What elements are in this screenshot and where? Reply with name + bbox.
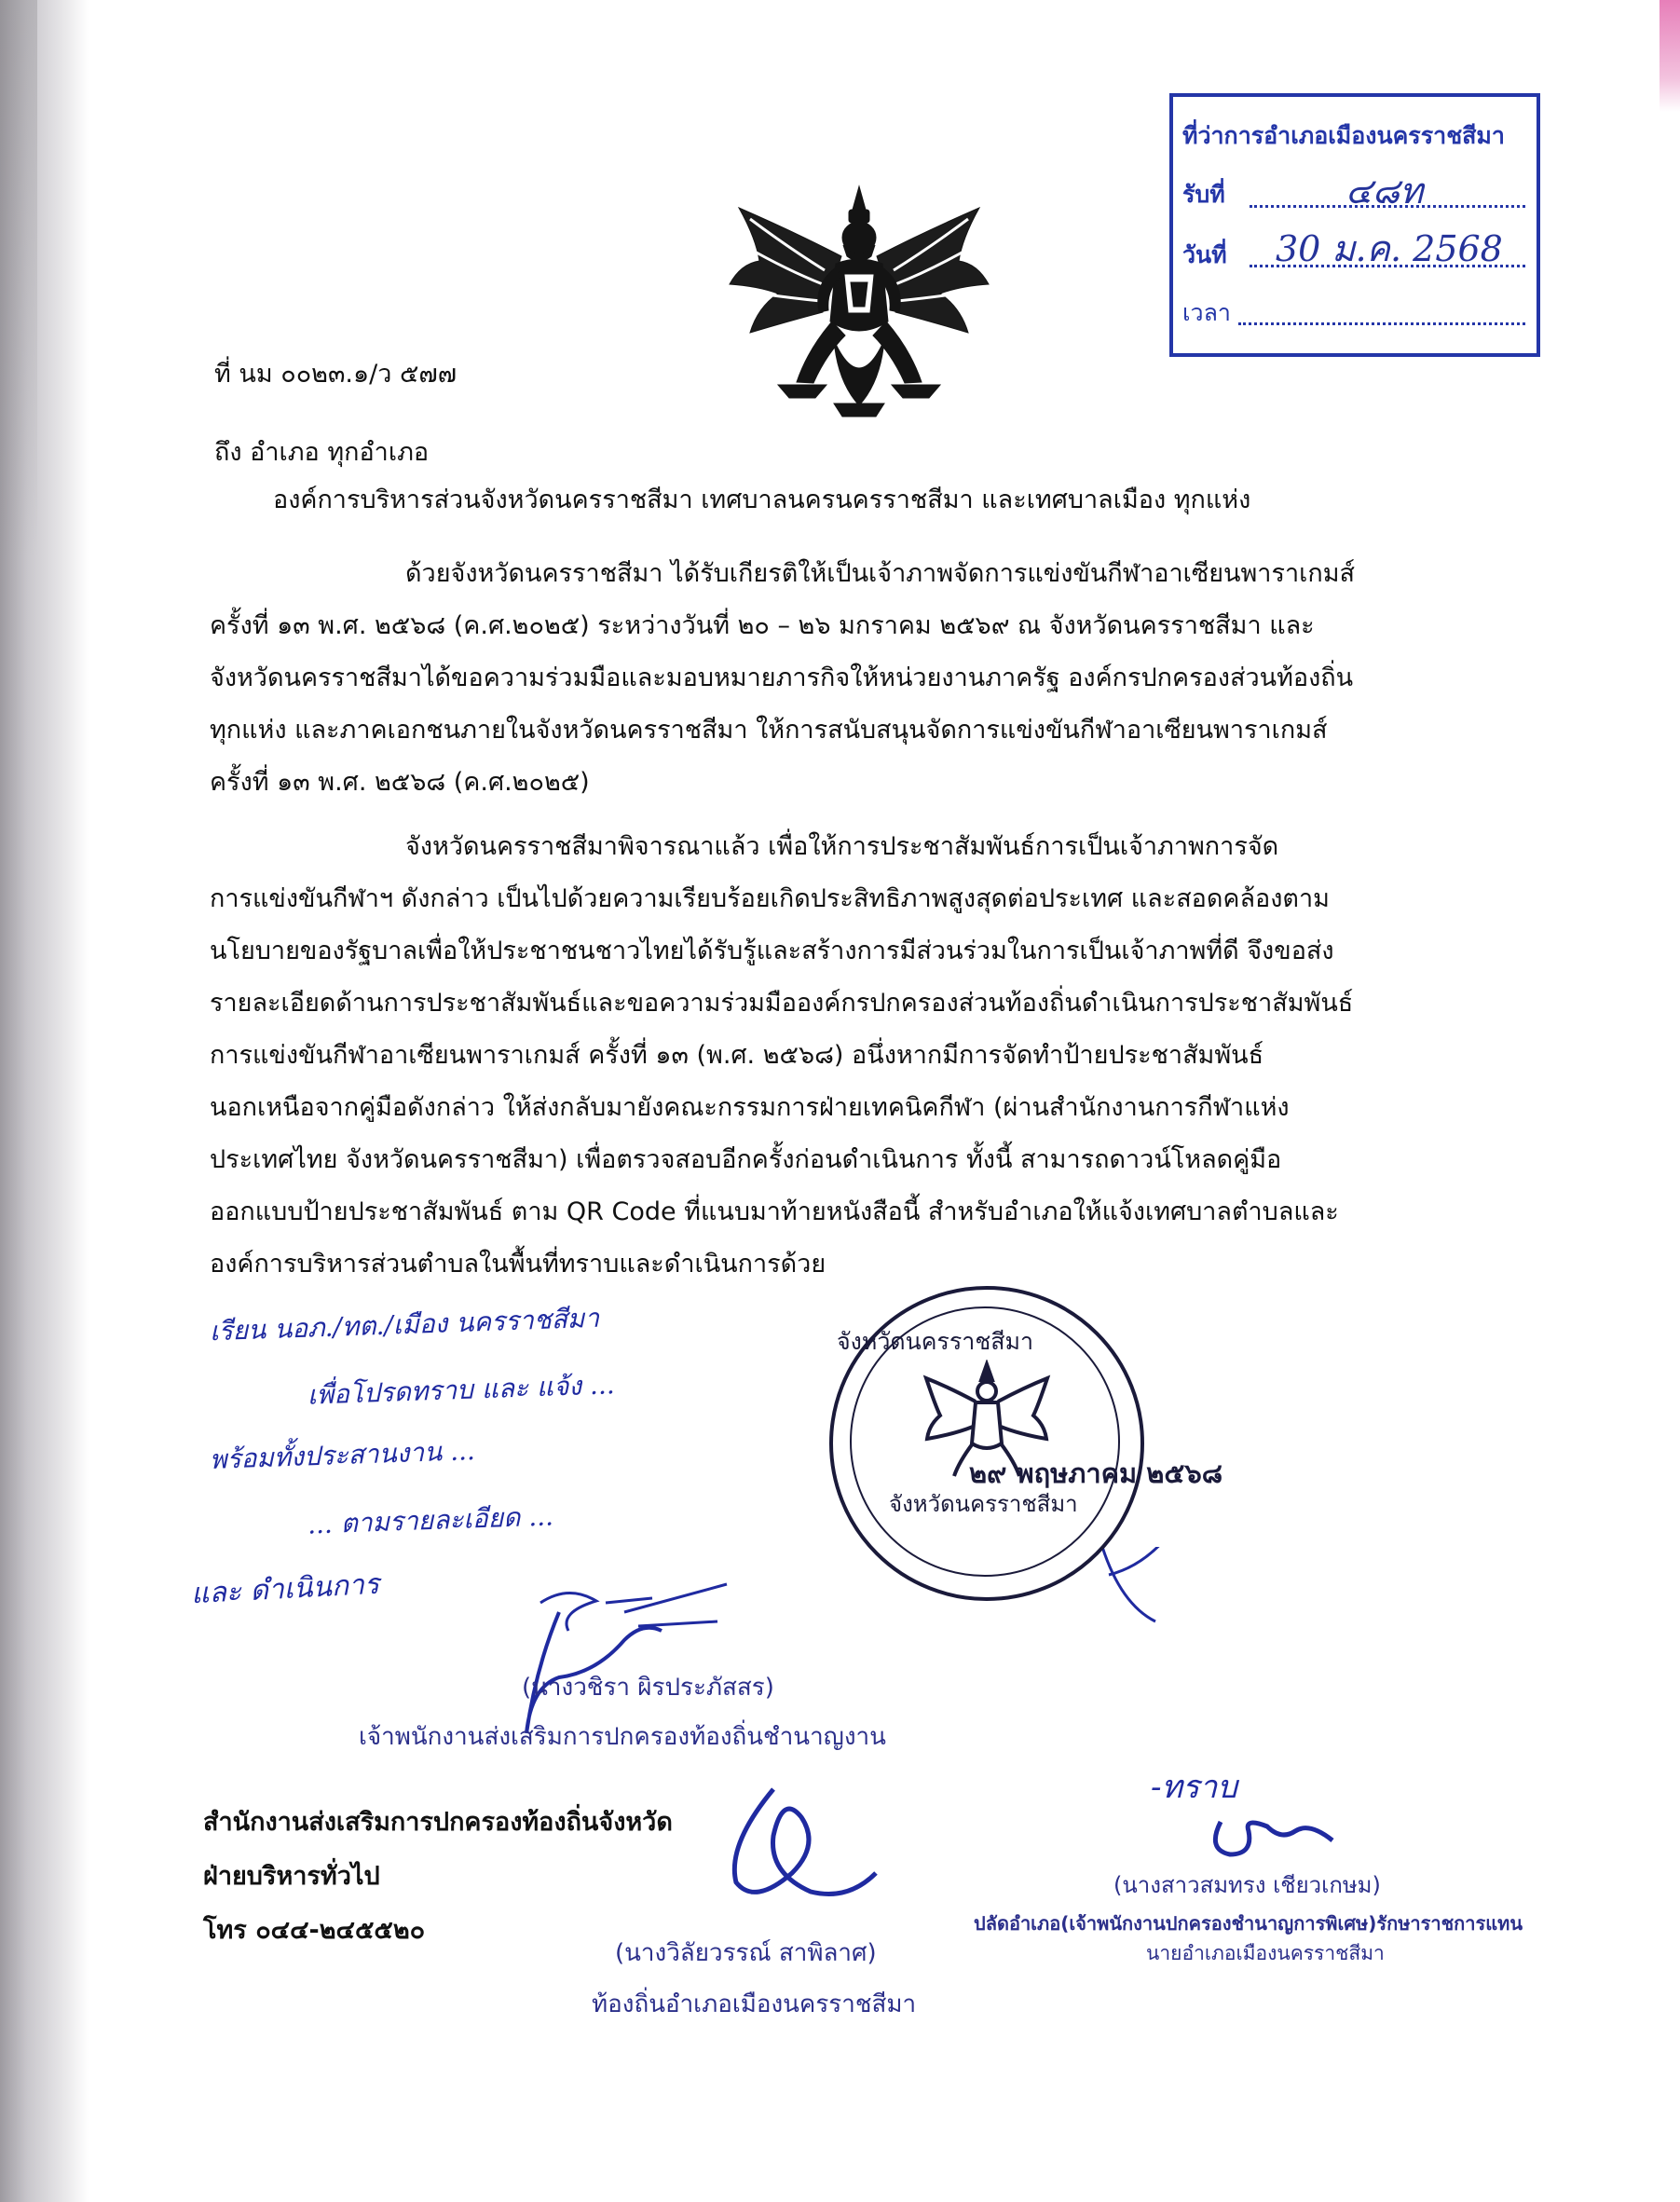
signature-3 xyxy=(1202,1803,1351,1868)
addressee-line-2: องค์การบริหารส่วนจังหวัดนครราชสีมา เทศบาลนครนครราชสีมา และเทศบาลเมือง ทุกแห่ง xyxy=(273,486,1251,514)
handwritten-note-line: พร้อมทั้งประสานงาน ... xyxy=(209,1435,476,1475)
seal-date-text: ๒๙ พฤษภาคม ๒๕๖๘ xyxy=(969,1457,1223,1489)
receipt-stamp xyxy=(1169,93,1540,357)
paragraph-1-line: ครั้งที่ ๑๓ พ.ศ. ๒๕๖๘ (ค.ศ.๒๐๒๕) ระหว่างวันที่ ๒๐ – ๒๖ มกราคม ๒๕๖๙ ณ จังหวัดนครราชสีมา และ xyxy=(210,611,1315,640)
issuing-office-line-2: ฝ่ายบริหารทั่วไป xyxy=(203,1862,380,1891)
stamp-office: ที่ว่าการอำเภอเมืองนครราชสีมา xyxy=(1182,122,1505,149)
signatory-1-title: เจ้าพนักงานส่งเสริมการปกครองท้องถิ่นชำนาญงาน xyxy=(359,1723,886,1751)
paragraph-1-line: ด้วยจังหวัดนครราชสีมา ได้รับเกียรติให้เป็นเจ้าภาพจัดการแข่งขันกีฬาอาเซียนพาราเกมส์ xyxy=(405,559,1355,588)
signatory-3-name: (นางสาวสมทรง เชียวเกษม) xyxy=(1113,1872,1381,1898)
stamp-date-value: 30 ม.ค. 2568 xyxy=(1276,228,1503,269)
paragraph-1-line: ทุกแห่ง และภาคเอกชนภายในจังหวัดนครราชสีมา ให้การสนับสนุนจัดการแข่งขันกีฬาอาเซียนพาราเกมส์ xyxy=(210,716,1328,745)
province-seal xyxy=(829,1286,1144,1601)
paragraph-2-line: องค์การบริหารส่วนตำบลในพื้นที่ทราบและดำเนินการด้วย xyxy=(210,1250,826,1279)
handwritten-note-line: ... ตามรายละเอียด ... xyxy=(307,1500,554,1540)
handwritten-note-line: เรียน นอภ./ทต./เมือง นครราชสีมา xyxy=(209,1302,600,1347)
paragraph-2-line: การแข่งขันกีฬาอาเซียนพาราเกมส์ ครั้งที่ ๑๓ (พ.ศ. ๒๕๖๘) อนึ่งหากมีการจัดทำป้ายประชาสัมพันธ์ xyxy=(210,1041,1264,1070)
issuing-office-line-1: สำนักงานส่งเสริมการปกครองท้องถิ่นจังหวัด xyxy=(203,1808,673,1837)
page-shadow-corner xyxy=(0,0,37,559)
stamp-date-label: วันที่ xyxy=(1182,241,1227,268)
handwritten-note-line: และ ดำเนินการ xyxy=(190,1567,380,1611)
seal-top-text: จังหวัดนครราชสีมา xyxy=(837,1328,1034,1355)
signature-2 xyxy=(717,1780,885,1910)
letter-reference: ที่ นม ๐๐๒๓.๑/ว ๕๗๗ xyxy=(214,360,458,389)
paragraph-2-line: ออกแบบป้ายประชาสัมพันธ์ ตาม QR Code ที่แนบมาท้ายหนังสือนี้ สำหรับอำเภอให้แจ้งเทศบาลตำบลและ xyxy=(210,1197,1339,1226)
paragraph-2-line: นอกเหนือจากคู่มือดังกล่าว ให้ส่งกลับมายังคณะกรรมการฝ่ายเทคนิคกีฬา (ผ่านสำนักงานการกีฬาแห่ง xyxy=(210,1093,1290,1122)
pink-paper-edge xyxy=(1660,0,1680,112)
paragraph-2-line: ประเทศไทย จังหวัดนครราชสีมา) เพื่อตรวจสอบอีกครั้งก่อนดำเนินการ ทั้งนี้ สามารถดาวน์โหลดคู่มือ xyxy=(210,1145,1282,1174)
signatory-2-name: (นางวิลัยวรรณ์ สาพิลาศ) xyxy=(615,1939,877,1967)
stamp-time-label: เวลา xyxy=(1182,299,1231,326)
paragraph-2-line: จังหวัดนครราชสีมาพิจารณาแล้ว เพื่อให้การประชาสัมพันธ์การเป็นเจ้าภาพการจัด xyxy=(405,832,1279,861)
addressee-line-1: ถึง อำเภอ ทุกอำเภอ xyxy=(214,438,430,467)
seal-bottom-text: จังหวัดนครราชสีมา xyxy=(889,1491,1078,1517)
signatory-3-note: -ทราบ xyxy=(1151,1769,1237,1806)
stamp-received-no-label: รับที่ xyxy=(1182,181,1225,208)
paragraph-1-line: ครั้งที่ ๑๓ พ.ศ. ๒๕๖๘ (ค.ศ.๒๐๒๕) xyxy=(210,768,590,797)
issuing-office-phone: โทร ๐๔๔-๒๔๕๕๒๐ xyxy=(203,1916,426,1945)
paragraph-2-line: รายละเอียดด้านการประชาสัมพันธ์และขอความร่วมมือองค์กรปกครองส่วนท้องถิ่นดำเนินการประชาสัมพันธ์ xyxy=(210,989,1354,1018)
handwritten-note-line: เพื่อโปรดทราบ และ แจ้ง ... xyxy=(307,1369,616,1411)
signatory-1-name: (นางวชิรา ผิรประภัสสร) xyxy=(522,1674,774,1702)
paragraph-2-line: การแข่งขันกีฬาฯ ดังกล่าว เป็นไปด้วยความเรียบร้อยเกิดประสิทธิภาพสูงสุดต่อประเทศ และสอดคล้องตาม xyxy=(210,884,1330,913)
signatory-3-title-1: ปลัดอำเภอ(เจ้าพนักงานปกครองชำนาญการพิเศษ)รักษาราชการแทน xyxy=(974,1912,1523,1935)
signatory-3-title-2: นายอำเภอเมืองนครราชสีมา xyxy=(1146,1942,1385,1964)
stamp-received-no-value: ๔๘ท xyxy=(1345,171,1424,212)
signatory-2-title: ท้องถิ่นอำเภอเมืองนครราชสีมา xyxy=(592,1990,917,2018)
paragraph-2-line: นโยบายของรัฐบาลเพื่อให้ประชาชนชาวไทยได้รับรู้และสร้างการมีส่วนร่วมในการเป็นเจ้าภาพที่ดี จึงขอส่ง xyxy=(210,937,1334,965)
garuda-emblem-icon xyxy=(722,182,997,424)
paragraph-1-line: จังหวัดนครราชสีมาได้ขอความร่วมมือและมอบหมายภารกิจให้หน่วยงานภาครัฐ องค์กรปกครองส่วนท้องถิ่น xyxy=(210,663,1354,692)
